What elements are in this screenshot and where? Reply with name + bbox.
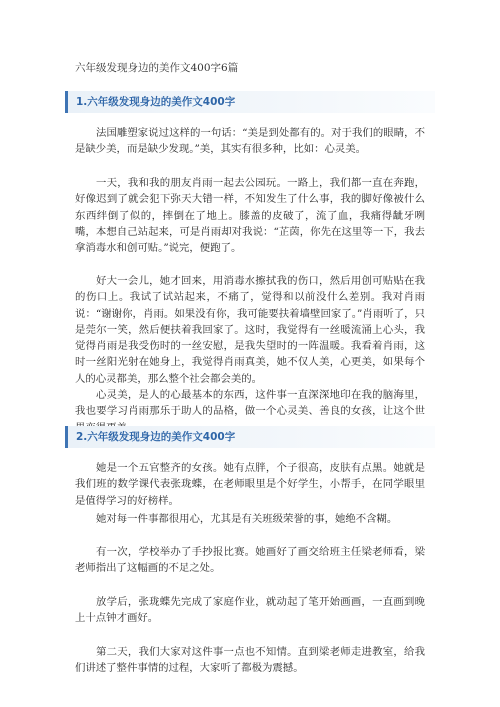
section-2-paragraph-2: 她对每一件事都很用心，尤其是有关班级荣誉的事，她绝不含糊。 (96, 513, 398, 525)
document-title: 六年级发现身边的美作文400字6篇 (75, 62, 239, 74)
section-1-paragraph-4: 心灵美，是人的心最基本的东西，这件事一直深深地印在我的脑海里，我也要学习肖雨那乐于助人的品格，做一个心灵美、善良的女孩，让这个世 (75, 389, 425, 418)
section-1-heading: 1.六年级发现身边的美作文400字 (76, 96, 236, 108)
section-1-paragraph-2: 一天，我和我的朋友肖雨一起去公园玩。一路上，我们都一直在奔跑，好像迟到了就会犯下弥天大错一样，不知发生了什么事，我的脚好像被什么东西绊倒了似的，摔倒在了地上。膝盖的皮破了，流了血，我痛得龇牙咧嘴，本想自己站起来，可是肖雨却对我说：“芷茵，你先在这里等一下，我去拿消毒水和创可贴。”说完，便跑了。 (75, 177, 425, 255)
section-2-paragraph-4: 放学后，张珑蝶先完成了家庭作业，就动起了笔开始画画，一直画到晚上十点钟才画好。 (75, 596, 425, 625)
section-2-paragraph-5: 第二天，我们大家对这件事一点也不知情。直到梁老师走进教室，给我们讲述了整件事情的过程，大家听了都极为震撼。 (75, 646, 425, 675)
section-2-paragraph-1: 她是一个五官整齐的女孩。她有点胖，个子很高，皮肤有点黑。她就是我们班的数学课代表张珑蝶，在老师眼里是个好学生，小帮手，在同学眼里是值得学习的好榜样。 (75, 462, 425, 507)
section-2-header (65, 426, 435, 448)
section-1-paragraph-3: 好大一会儿，她才回来，用消毒水擦拭我的伤口，然后用创可贴贴在我的伤口上。我试了试站起来，不痛了，觉得和以前没什么差别。我对肖雨说：“谢谢你，肖雨。如果没有你，我可能要扶着墙壁回家了。”肖雨听了，只是莞尔一笑，然后便扶着我回家了。这时，我觉得有一丝暖流涌上心头，我觉得肖雨是我受伤时的一丝安慰，是我失望时的一阵温暖。我看着肖雨，这时一丝阳光射在她身上，我觉得肖雨真美，她不仅人美，心更美，如果每个人的心灵都美，那么整个社会都会美的。 (75, 275, 425, 385)
section-1-header (65, 91, 435, 113)
section-2-heading: 2.六年级发现身边的美作文400字 (76, 431, 236, 443)
section-1-paragraph-1: 法国雕塑家说过这样的一句话：“美是到处都有的。对于我们的眼睛，不是缺少美，而是缺少发现。”美，其实有很多种，比如：心灵美。 (75, 127, 425, 156)
section-2-paragraph-3: 有一次，学校举办了手抄报比赛。她画好了画交给班主任梁老师看，梁老师指出了这幅画的不足之处。 (75, 546, 425, 575)
